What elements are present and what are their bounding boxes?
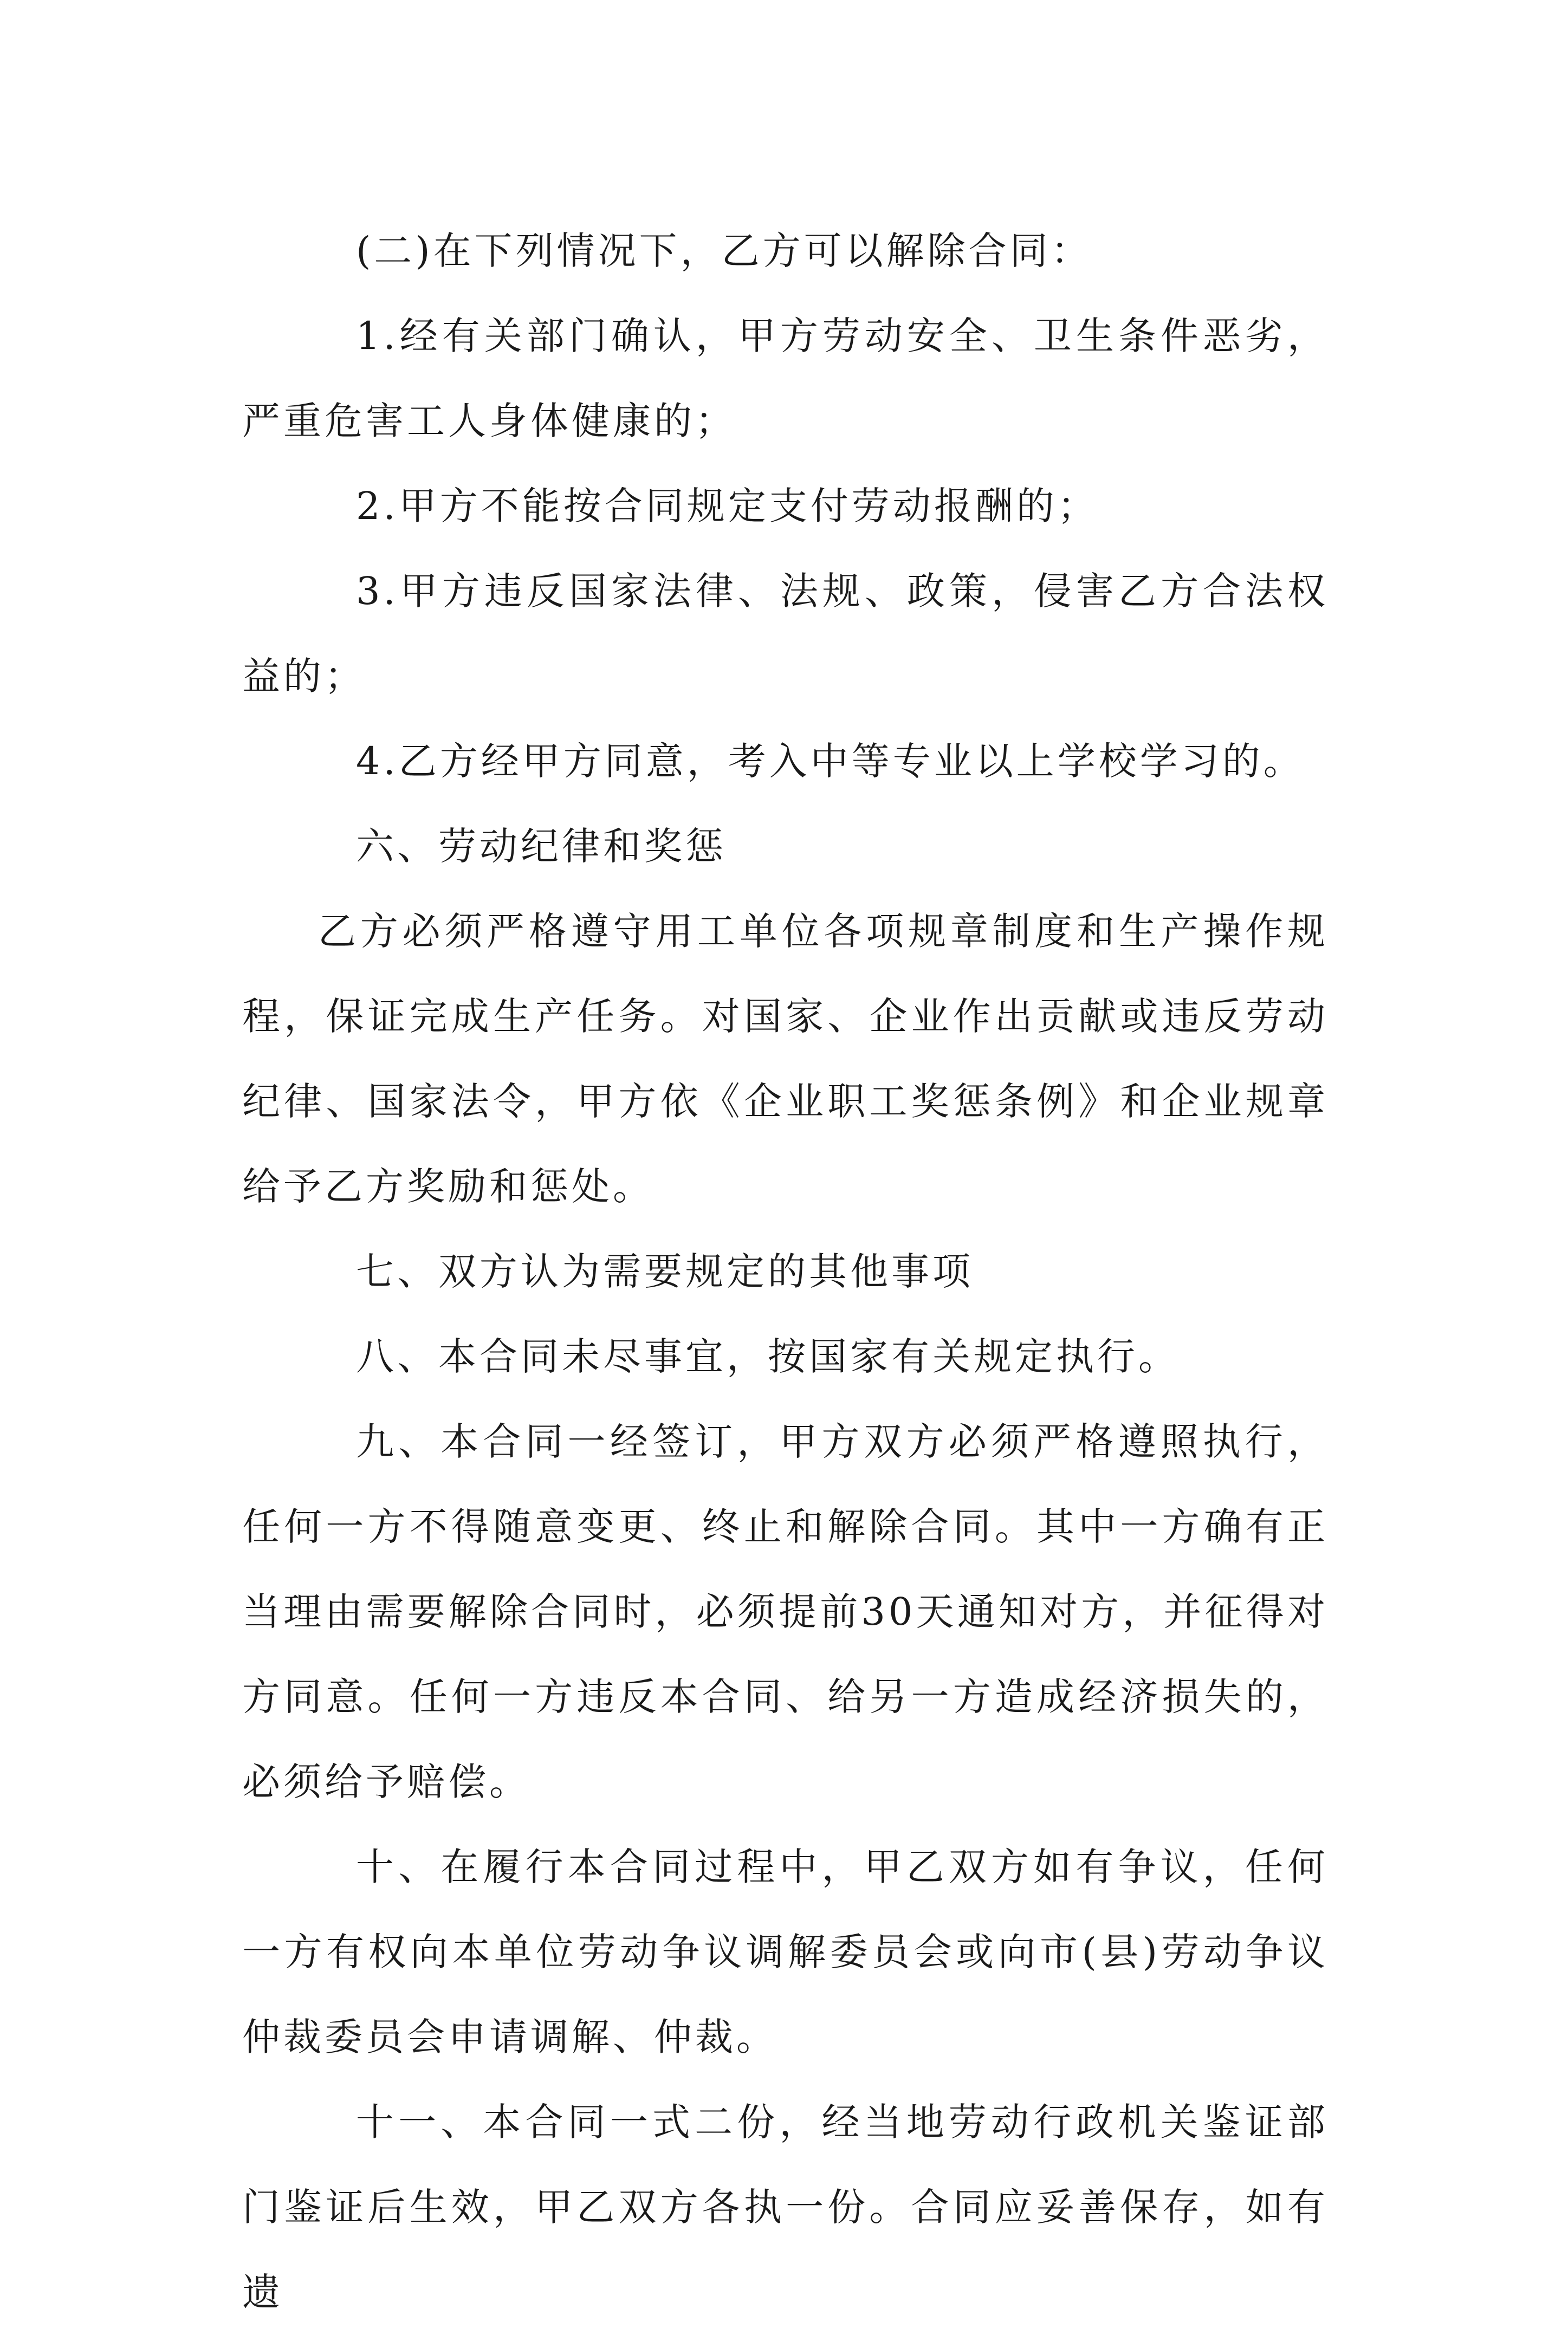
section-7-heading: 七、双方认为需要规定的其他事项 [356,1249,974,1294]
clause-2-heading: (二)在下列情况下，乙方可以解除合同： [356,229,1092,273]
document-body [242,209,1329,2335]
clause-2-item-2: 2.甲方不能按合同规定支付劳动报酬的； [356,484,1099,528]
section-11-paragraph: 十一、本合同一式二份，经当地劳动行政机关鉴证部门鉴证后生效，甲乙双方各执一份。合同应妥善保存，如有遗 [242,2100,1329,2314]
section-10-paragraph: 十、在履行本合同过程中，甲乙双方如有争议，任何一方有权向本单位劳动争议调解委员会或向市(县)劳动争议仲裁委员会申请调解、仲裁。 [242,1845,1329,2059]
clause-2-item-4: 4.乙方经甲方同意，考入中等专业以上学校学习的。 [356,739,1305,783]
section-8-paragraph: 八、本合同未尽事宜，按国家有关规定执行。 [356,1334,1180,1379]
section-6-body: 乙方必须严格遵守用工单位各项规章制度和生产操作规程，保证完成生产任务。对国家、企业作出贡献或违反劳动纪律、国家法令，甲方依《企业职工奖惩条例》和企业规章给予乙方奖励和惩处。 [242,909,1329,1209]
section-6-heading: 六、劳动纪律和奖惩 [356,824,727,868]
clause-2-item-1: 1.经有关部门确认，甲方劳动安全、卫生条件恶劣，严重危害工人身体健康的； [242,314,1329,443]
section-9-paragraph: 九、本合同一经签订，甲方双方必须严格遵照执行，任何一方不得随意变更、终止和解除合同。其中一方确有正当理由需要解除合同时，必须提前30天通知对方，并征得对方同意。任何一方违反本合同、给另一方造成经济损失的，必须给予赔偿。 [242,1419,1329,1804]
clause-2-item-3: 3.甲方违反国家法律、法规、政策，侵害乙方合法权益的； [242,569,1329,698]
